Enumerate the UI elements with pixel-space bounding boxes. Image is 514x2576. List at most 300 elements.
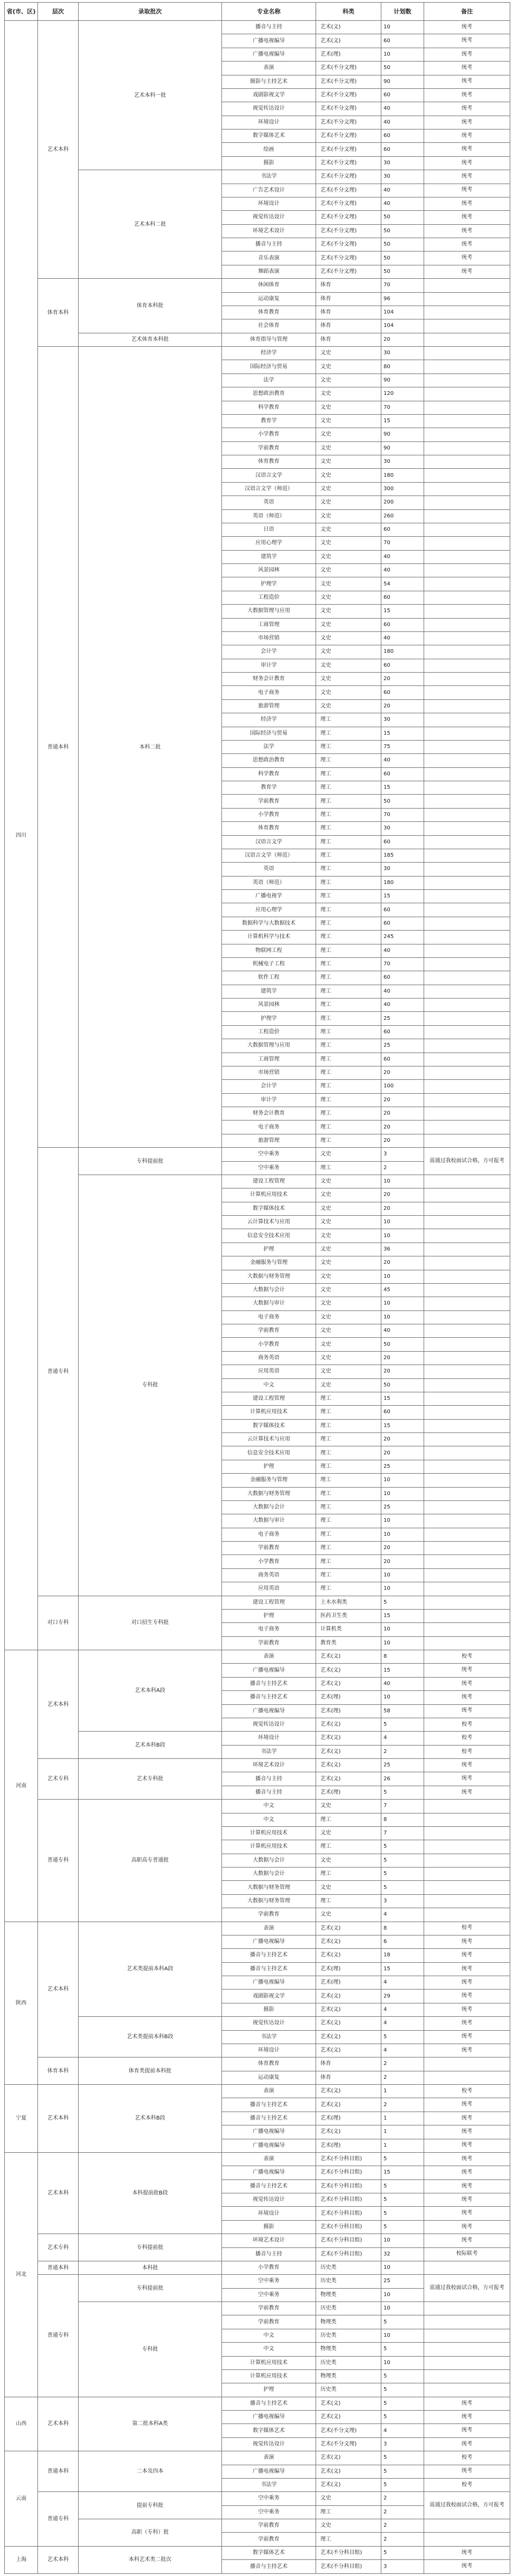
cell-count: 80 [381,360,424,374]
cell-count: 104 [381,306,424,319]
cell-count: 40 [381,631,424,645]
cell-type: 体育 [316,2071,381,2084]
cell-note [424,727,510,740]
cell-count: 25 [381,1460,424,1473]
cell-note [424,1609,510,1622]
cell-note [424,2261,510,2274]
cell-count: 36 [381,1243,424,1256]
cell-batch: 本科提前批B段 [79,2152,222,2234]
cell-type: 艺术(不分文理) [316,251,381,265]
cell-type: 艺术(不分科目组) [316,2247,381,2261]
cell-major: 中文 [222,2343,316,2356]
cell-count: 30 [381,863,424,876]
cell-type: 理工 [316,1487,381,1500]
cell-major: 计算机应用技术 [222,2356,316,2369]
cell-count: 50 [381,62,424,75]
cell-level: 艺术专科 [38,1759,79,1800]
cell-major: 计算机应用技术 [222,1188,316,1202]
cell-major: 经济学 [222,713,316,727]
cell-major: 播音与主持艺术 [222,1962,316,1976]
cell-note: 统考 [424,102,510,116]
cell-major: 播音与主持 [222,2247,316,2261]
cell-batch: 专科提前批 [79,1148,222,1175]
cell-type: 文史 [316,1908,381,1922]
cell-type: 艺术(不分文理) [316,224,381,238]
cell-count: 10 [381,1310,424,1324]
cell-count: 10 [381,21,424,34]
cell-count: 40 [381,985,424,998]
cell-major: 播音与主持艺术 [222,2560,316,2574]
cell-note: 统考 [424,2560,510,2574]
cell-province: 宁夏 [5,2085,38,2153]
cell-count: 5 [381,1854,424,1867]
cell-major: 数据科学与大数据技术 [222,917,316,930]
cell-note: 统考 [424,143,510,156]
cell-type: 文史 [316,550,381,563]
cell-note: 统考 [424,2152,510,2166]
cell-major: 信息安全技术应用 [222,1446,316,1460]
cell-major: 物联网工程 [222,944,316,957]
cell-major: 播音与主持 [222,1786,316,1799]
cell-type: 艺术(不分科目组) [316,2179,381,2193]
cell-major: 播音与主持艺术 [222,2397,316,2410]
cell-note [424,2329,510,2342]
cell-count: 5 [381,1868,424,1881]
cell-note [424,699,510,713]
cell-note: 统考 [424,116,510,129]
cell-count: 20 [381,1093,424,1107]
cell-type: 艺术(文) [316,1732,381,1745]
cell-note [424,2071,510,2084]
cell-type: 艺术(不分文理) [316,75,381,88]
cell-type: 文史 [316,1270,381,1283]
cell-batch: 艺术本科B段 [79,1732,222,1759]
cell-note [424,1514,510,1528]
cell-major: 表演 [222,62,316,75]
cell-note: 统考 [424,2411,510,2424]
cell-type: 理工 [316,1406,381,1419]
cell-type: 文史 [316,618,381,631]
cell-type: 理工 [316,1392,381,1405]
cell-major: 英语（师范） [222,509,316,523]
cell-type: 文史 [316,605,381,618]
cell-note [424,2315,510,2329]
table-row [5,1148,510,1161]
header-row [5,3,510,21]
cell-major: 播音与主持 [222,238,316,251]
cell-count: 60 [381,143,424,156]
cell-count: 5 [381,1881,424,1894]
cell-note [424,401,510,414]
cell-type: 理工 [316,1093,381,1107]
cell-count: 60 [381,1025,424,1039]
cell-note [424,740,510,753]
cell-type: 艺术(理) [316,1962,381,1976]
cell-major: 大数据管理与应用 [222,1039,316,1053]
cell-count: 180 [381,645,424,659]
cell-count: 75 [381,740,424,753]
cell-note: 统考 [424,224,510,238]
cell-count: 10 [381,48,424,61]
cell-type: 文史 [316,1175,381,1188]
cell-major: 书法学 [222,2478,316,2491]
cell-type: 文史 [316,564,381,577]
cell-level: 普通本科 [38,2261,79,2274]
cell-type: 理工 [316,917,381,930]
cell-major: 表演 [222,2085,316,2098]
cell-type: 文史 [316,1324,381,1338]
cell-count: 15 [381,781,424,795]
cell-count: 70 [381,808,424,821]
cell-major: 护理学 [222,1012,316,1025]
cell-note [424,767,510,781]
cell-note [424,1243,510,1256]
cell-note [424,1310,510,1324]
cell-count: 4 [381,2017,424,2030]
cell-major: 空中乘务 [222,1148,316,1161]
cell-count: 10 [381,1270,424,1283]
cell-major: 电子商务 [222,1310,316,1324]
cell-type: 文史 [316,686,381,699]
cell-major: 书法学 [222,1745,316,1758]
cell-major: 教育学 [222,781,316,795]
cell-major: 播音与主持艺术 [222,2098,316,2112]
cell-major: 会计学 [222,1080,316,1093]
cell-major: 播音与主持艺术 [222,1677,316,1690]
cell-major: 云计算技术与应用 [222,1216,316,1229]
cell-count: 20 [381,1121,424,1134]
cell-type: 理工 [316,1080,381,1093]
cell-type: 理工 [316,1161,381,1175]
cell-major: 视觉传达设计 [222,102,316,116]
cell-note [424,2519,510,2533]
cell-major: 视觉传达设计 [222,1718,316,1731]
cell-type: 理工 [316,713,381,727]
cell-note [424,795,510,808]
cell-type: 艺术(不分文理) [316,184,381,197]
cell-note [424,1881,510,1894]
cell-count: 10 [381,1568,424,1582]
cell-note [424,1175,510,1188]
cell-level: 艺术本科 [38,2397,79,2451]
cell-type: 理工 [316,781,381,795]
cell-note: 统考 [424,2166,510,2179]
cell-note [424,2533,510,2546]
cell-major: 空中乘务 [222,1161,316,1175]
table-row [5,21,510,34]
cell-major: 应用英语 [222,1365,316,1378]
cell-note [424,387,510,401]
cell-note [424,781,510,795]
cell-note [424,631,510,645]
cell-count: 5 [381,1718,424,1731]
cell-count: 4 [381,2003,424,2016]
header-level: 层次 [38,3,79,21]
cell-type: 艺术(不分科目组) [316,2152,381,2166]
cell-type: 文史 [316,401,381,414]
cell-count: 1 [381,2112,424,2125]
cell-count: 4 [381,1976,424,1990]
cell-type: 文史 [316,455,381,469]
cell-type: 理工 [316,740,381,753]
cell-count: 50 [381,211,424,224]
cell-major: 播音与主持艺术 [222,1691,316,1704]
cell-major: 运动康复 [222,2071,316,2084]
cell-major: 学前教育 [222,1908,316,1922]
cell-note [424,1338,510,1351]
cell-count: 40 [381,1677,424,1690]
cell-note: 统考 [424,2179,510,2193]
cell-count: 20 [381,1542,424,1555]
cell-count: 5 [381,2207,424,2220]
cell-count: 10 [381,1528,424,1541]
cell-note: 统考 [424,265,510,278]
cell-count: 8 [381,1650,424,1664]
cell-count: 45 [381,1283,424,1297]
header-batch: 录取批次 [79,3,222,21]
cell-province: 陕西 [5,1922,38,2085]
cell-type: 艺术(文) [316,1922,381,1935]
cell-type: 文史 [316,1800,381,1813]
cell-note [424,1568,510,1582]
cell-major: 体育教育 [222,2057,316,2071]
cell-type: 艺术(文) [316,2411,381,2424]
cell-major: 数字媒体艺术 [222,2424,316,2437]
cell-type: 文史 [316,1243,381,1256]
table-header [5,3,510,21]
cell-major: 国际经济与贸易 [222,727,316,740]
cell-count: 10 [381,1514,424,1528]
cell-batch: 体育本科批 [79,279,222,333]
cell-note [424,1419,510,1432]
cell-major: 护理 [222,1243,316,1256]
cell-count: 25 [381,1039,424,1053]
cell-major: 英语（师范） [222,876,316,889]
cell-count: 5 [381,2383,424,2397]
cell-type: 文史 [316,387,381,401]
cell-type: 文史 [316,631,381,645]
cell-major: 空中乘务 [222,2492,316,2505]
cell-note [424,1093,510,1107]
cell-type: 理工 [316,1433,381,1446]
cell-type: 理工 [316,767,381,781]
cell-note [424,1025,510,1039]
cell-note [424,686,510,699]
cell-note [424,2057,510,2071]
cell-count: 5 [381,2451,424,2465]
cell-count: 40 [381,116,424,129]
cell-major: 工程造价 [222,1025,316,1039]
cell-note: 统考 [424,2546,510,2559]
cell-type: 文史 [316,645,381,659]
cell-type: 艺术(文) [316,1677,381,1690]
cell-type: 文史 [316,414,381,428]
cell-type: 艺术(文) [316,1949,381,1962]
cell-type: 文史 [316,482,381,496]
cell-type: 物理类 [316,2343,381,2356]
cell-note [424,2383,510,2397]
cell-major: 软件工程 [222,971,316,985]
cell-type: 文史 [316,2519,381,2533]
cell-type: 体育 [316,306,381,319]
cell-type: 文史 [316,699,381,713]
cell-major: 体育指导与管理 [222,333,316,346]
cell-type: 艺术(文) [316,2397,381,2410]
cell-count: 5 [381,1840,424,1854]
cell-major: 社会体育 [222,319,316,333]
cell-major: 播音与主持 [222,21,316,34]
cell-major: 学前教育 [222,2533,316,2546]
cell-note [424,605,510,618]
cell-type: 理工 [316,985,381,998]
cell-major: 法学 [222,740,316,753]
cell-count: 60 [381,835,424,849]
cell-count: 50 [381,238,424,251]
table-row [5,1759,510,1772]
cell-type: 物理类 [316,2315,381,2329]
cell-type: 文史 [316,441,381,455]
cell-count: 100 [381,1080,424,1093]
cell-type: 艺术(不分科目组) [316,2560,381,2574]
cell-major: 金融服务与管理 [222,1256,316,1270]
cell-note [424,2369,510,2383]
cell-count: 60 [381,686,424,699]
cell-count: 10 [381,2261,424,2274]
cell-note [424,564,510,577]
cell-note [424,1080,510,1093]
cell-note [424,957,510,971]
cell-note [424,1188,510,1202]
cell-note: 统考 [424,1664,510,1677]
cell-type: 艺术(文) [316,2085,381,2098]
cell-major: 护理 [222,1460,316,1473]
cell-note: 校考 [424,1650,510,1664]
cell-count: 185 [381,849,424,862]
cell-type: 体育 [316,319,381,333]
header-count: 计划数 [381,3,424,21]
cell-note [424,808,510,821]
cell-note: 统考 [424,1677,510,1690]
cell-type: 理工 [316,2505,381,2519]
cell-type: 文史 [316,1148,381,1161]
cell-type: 理工 [316,1568,381,1582]
cell-count: 5 [381,2397,424,2410]
cell-major: 学前教育 [222,1542,316,1555]
cell-batch: 本科艺术类二批次 [79,2546,222,2573]
cell-count: 50 [381,795,424,808]
table-row [5,1650,510,1664]
table-row [5,2302,510,2315]
cell-major: 广播电视编导 [222,1935,316,1948]
cell-count: 20 [381,1446,424,1460]
cell-type: 物理类 [316,2369,381,2383]
cell-major: 应用心理学 [222,537,316,550]
cell-batch: 艺术本科B段 [79,2085,222,2153]
cell-type: 艺术(文) [316,21,381,34]
cell-note: 统考 [424,170,510,184]
cell-note [424,1528,510,1541]
cell-major: 大数据与财务管理 [222,1487,316,1500]
cell-type: 理工 [316,931,381,944]
cell-count: 18 [381,1949,424,1962]
cell-note [424,1351,510,1365]
cell-type: 文史 [316,1229,381,1243]
cell-note: 统考 [424,1786,510,1799]
table-row [5,1800,510,1813]
cell-count: 90 [381,374,424,387]
cell-major: 法学 [222,374,316,387]
cell-type: 体育 [316,2057,381,2071]
cell-count: 20 [381,1107,424,1121]
cell-type: 艺术(不分科目组) [316,2546,381,2559]
cell-major: 计算机应用技术 [222,1406,316,1419]
cell-type: 艺术(不分文理) [316,2424,381,2437]
cell-type: 历史类 [316,2356,381,2369]
cell-province: 云南 [5,2451,38,2547]
cell-major: 小学教育 [222,428,316,441]
cell-major: 建设工程管理 [222,1175,316,1188]
cell-count: 30 [381,455,424,469]
cell-count: 20 [381,673,424,686]
cell-level: 普通专科 [38,1800,79,1922]
cell-count: 90 [381,75,424,88]
cell-type: 理工 [316,1582,381,1596]
header-major: 专业名称 [222,3,316,21]
cell-count: 90 [381,441,424,455]
cell-batch: 艺术类提前本科A段 [79,1922,222,2017]
cell-major: 大数据与审计 [222,1297,316,1310]
cell-major: 金融服务与管理 [222,1474,316,1487]
cell-type: 文史 [316,1365,381,1378]
cell-count: 5 [381,1786,424,1799]
cell-type: 艺术(文) [316,1745,381,1758]
cell-major: 广播电视编导 [222,1704,316,1718]
cell-note: 统考 [424,21,510,34]
header-type: 科类 [316,3,381,21]
cell-major: 广播电视编导 [222,1976,316,1990]
cell-type: 文史 [316,1202,381,1215]
cell-note [424,1840,510,1854]
cell-type: 艺术(不分文理) [316,156,381,170]
cell-major: 音乐表演 [222,251,316,265]
cell-note [424,441,510,455]
cell-type: 体育 [316,333,381,346]
cell-count: 5 [381,2343,424,2356]
cell-type: 艺术(文) [316,2030,381,2044]
cell-major: 审计学 [222,659,316,672]
cell-count: 10 [381,1636,424,1650]
cell-note: 统考 [424,1990,510,2003]
cell-note: 统考 [424,1759,510,1772]
cell-major: 小学教育 [222,2261,316,2274]
cell-type: 理工 [316,727,381,740]
cell-note [424,550,510,563]
cell-type: 理工 [316,1107,381,1121]
cell-count: 40 [381,550,424,563]
cell-level: 普通专科 [38,2275,79,2397]
cell-major: 商务英语 [222,1568,316,1582]
cell-count: 4 [381,1732,424,1745]
cell-count: 70 [381,957,424,971]
cell-type: 理工 [316,1025,381,1039]
cell-type: 理工 [316,1039,381,1053]
cell-note: 统考 [424,2397,510,2410]
cell-type: 文史 [316,1854,381,1867]
cell-major: 科学教育 [222,401,316,414]
cell-type: 文史 [316,360,381,374]
cell-note: 统考 [424,1691,510,1704]
cell-count: 15 [381,727,424,740]
